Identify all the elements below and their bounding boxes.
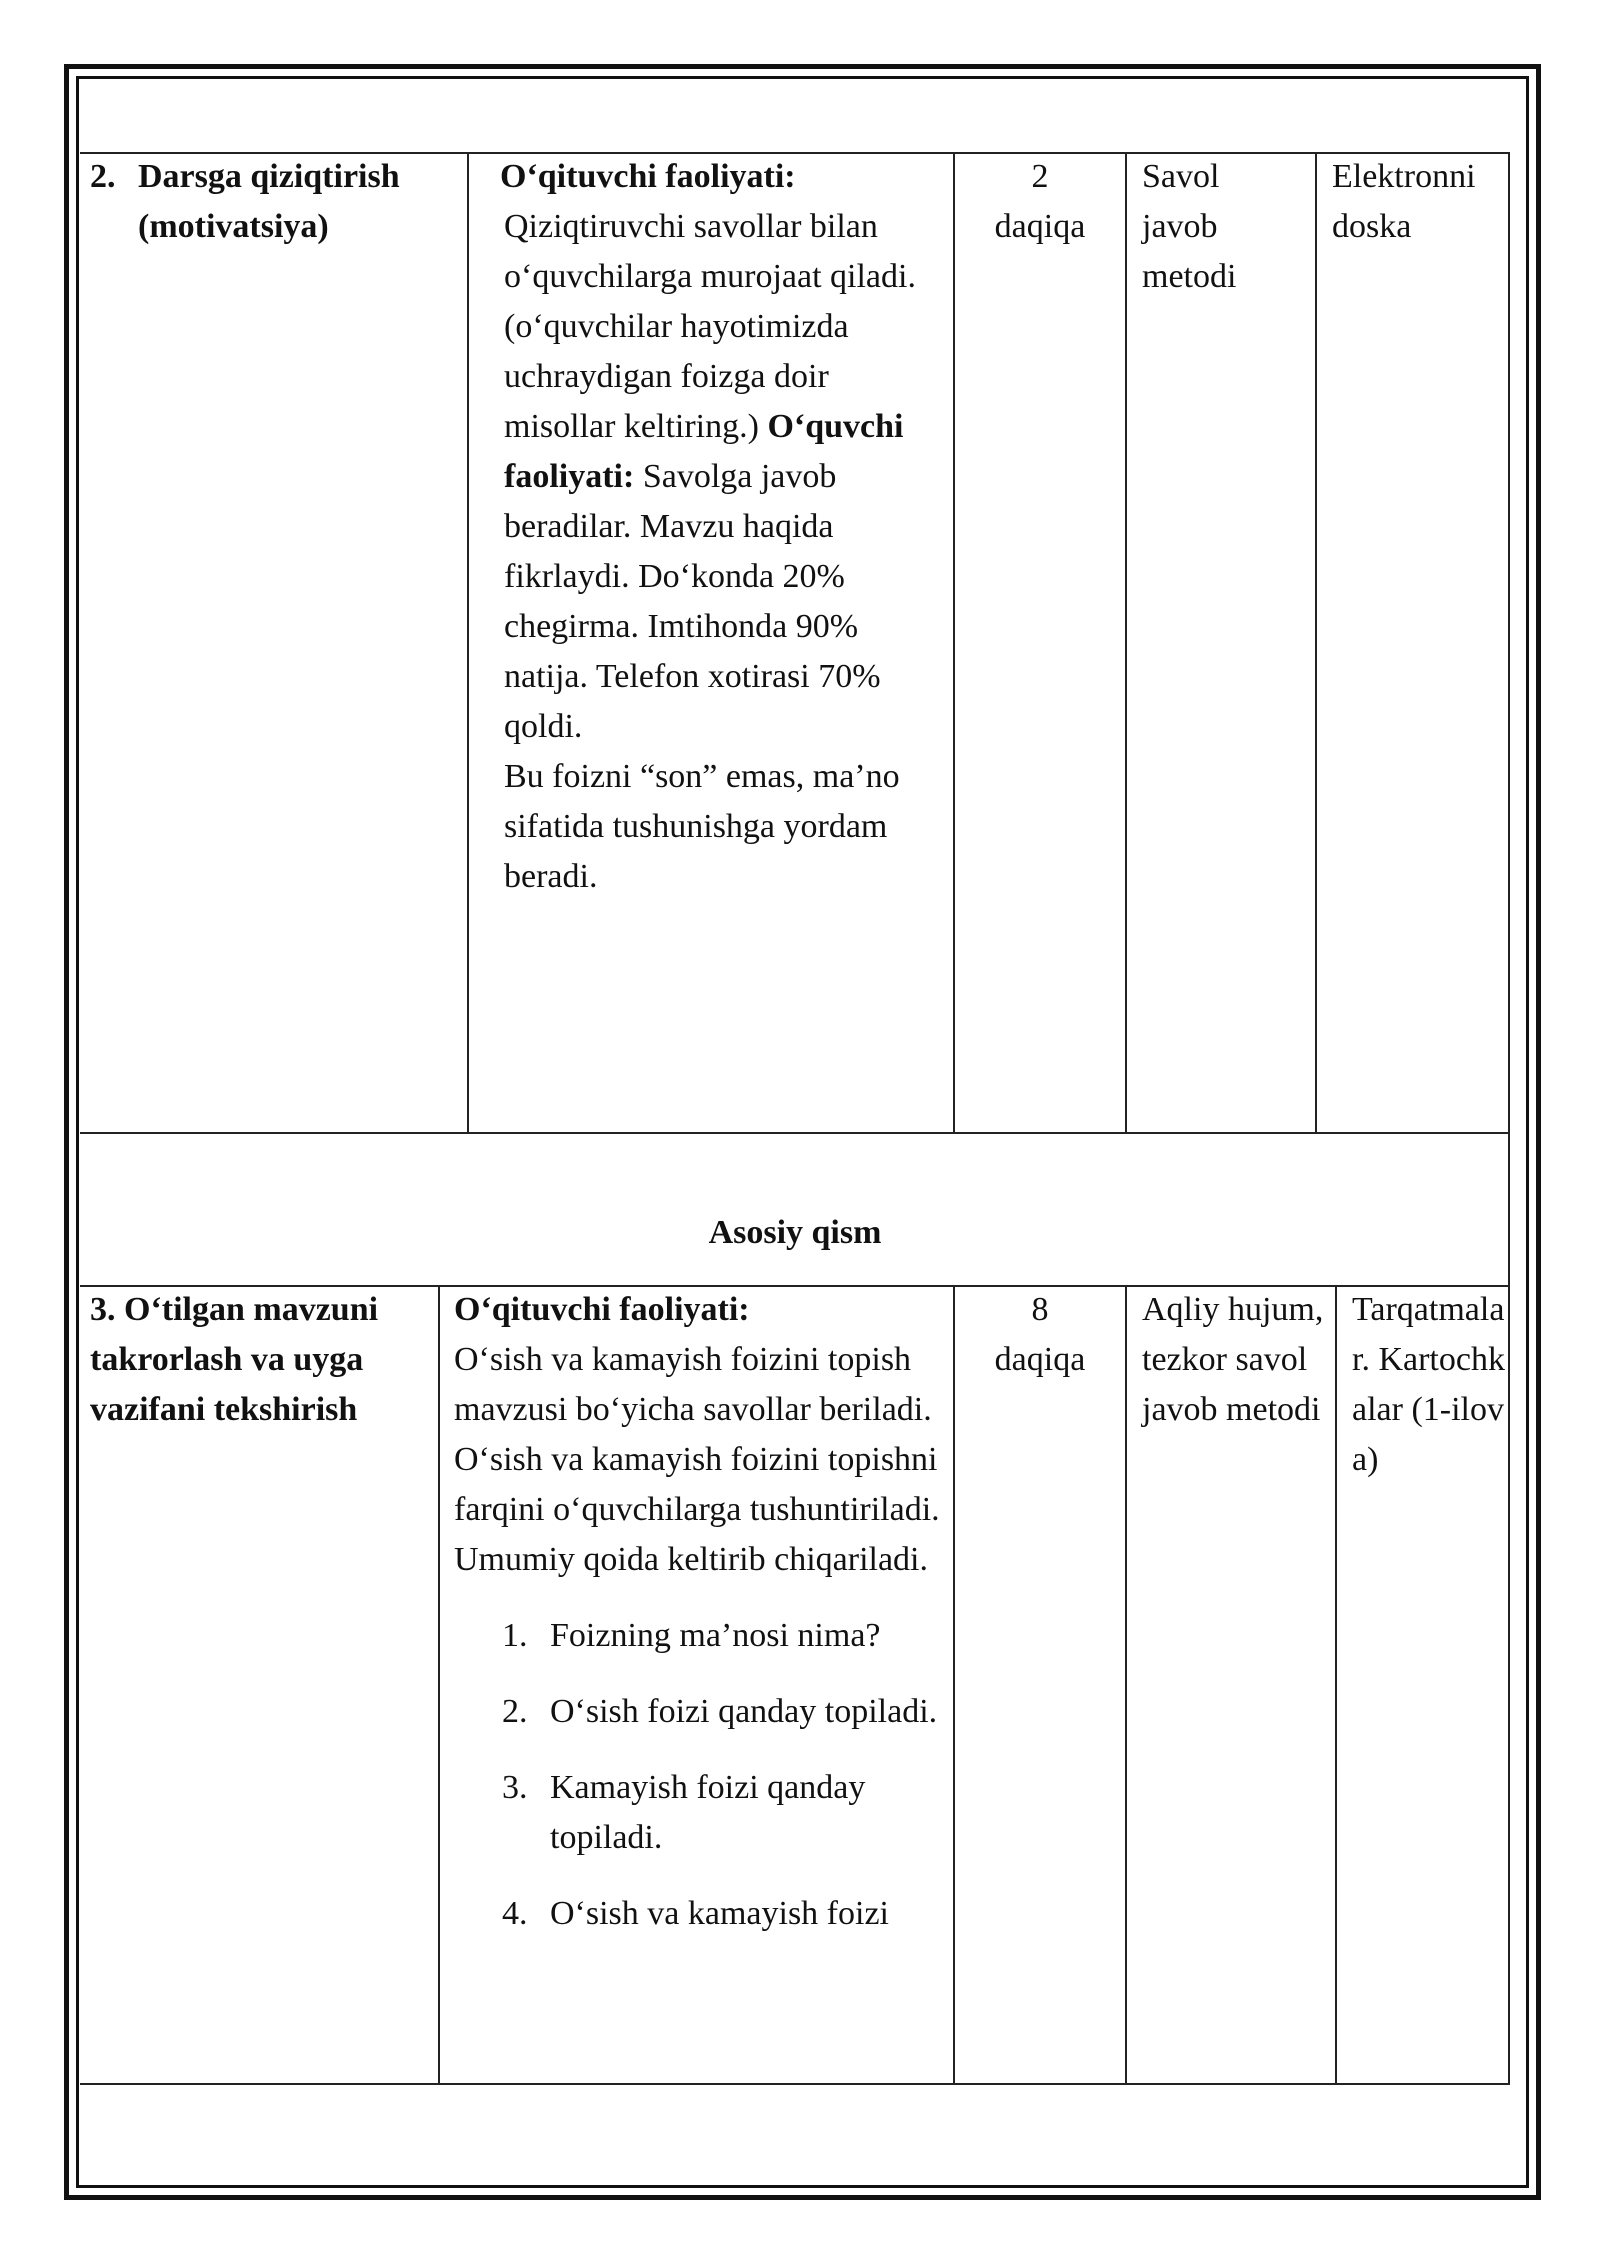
col-line-row2-1 [467,152,469,1133]
row2-time [955,152,1125,252]
row2-method [1142,152,1312,302]
row3-teacher-heading: O‘qituvchi faoliyati: [454,1291,750,1328]
row2-resource-line1: Elektronni [1332,158,1476,195]
list-item-text: O‘sish foizi qanday topiladi. [550,1693,938,1730]
row2-activity-body [500,202,940,752]
list-item-number: 4. [502,1895,528,1932]
col-line-row3-2 [953,1285,955,2085]
row3-resource: Tarqatmalar. Kartochkalar (1-ilova) [1352,1291,1505,1478]
col-line-row2-4 [1315,152,1317,1133]
row3-time-value: 8 [1031,1291,1049,1328]
row2-stage-title [138,152,458,252]
row2-method-line2: javob [1142,208,1218,245]
list-item-number: 2. [502,1693,528,1730]
list-item [502,1687,942,1737]
col-line-row2-2 [953,152,955,1133]
col-line-row3-3 [1125,1285,1127,2085]
row2-time-value: 2 [1031,158,1049,195]
row2-time-unit: daqiqa [994,208,1086,245]
col-line-row3-1 [438,1285,440,2085]
row2-teacher-heading: O‘qituvchi faoliyati: [500,158,796,195]
row2-student-heading: O‘quvchi faoliyati: [504,408,904,495]
list-item-text: O‘sish va kamayish foizi [550,1895,889,1932]
row3-activity [454,1285,944,1965]
list-item [502,1889,942,1939]
table-line-right [1508,152,1510,2085]
list-item-text: Foizning ma’nosi nima? [550,1617,881,1654]
list-item [502,1611,942,1661]
row2-stage-number: 2. [90,158,116,195]
row3-method: Aqliy hujum, tezkor savol javob metodi [1142,1291,1324,1428]
row2-resource-line2: doska [1332,208,1412,245]
row2-student-text: Savolga javob beradilar. Mavzu haqida fikrlaydi. Do‘konda 20% chegirma. Imtihonda 90% natija. Telefon xotirasi 70% qoldi. [504,458,881,745]
table-line-row3-bottom [80,2083,1510,2085]
row3-time-unit: daqiqa [994,1341,1086,1378]
row2-stage-line1: Darsga qiziqtirish [138,158,400,195]
row3-teacher-text: O‘sish va kamayish foizini topish mavzusi bo‘yicha savollar beriladi. O‘sish va kamayish foizini topishni farqini o‘quvchilarga tushuntiriladi. Umumiy qoida keltirib chiqariladi. [454,1341,940,1578]
row3-time [955,1285,1125,1385]
row2-resource [1332,152,1510,252]
col-line-row2-3 [1125,152,1127,1133]
list-item-number: 3. [502,1769,528,1806]
row3-stage: 3. O‘tilgan mavzuni takrorlash va uyga vazifani tekshirish [90,1291,379,1428]
row3-question-list [502,1611,942,1939]
list-item [502,1763,942,1863]
list-item-number: 1. [502,1617,528,1654]
row2-method-line3: metodi [1142,258,1237,295]
col-line-row3-4 [1335,1285,1337,2085]
row2-activity [500,152,940,902]
row2-note: Bu foizni “son” emas, ma’no sifatida tushunishga yordam beradi. [504,758,900,895]
row2-stage-line2: (motivatsiya) [138,208,329,245]
row2-method-line1: Savol [1142,158,1220,195]
row2-teacher-text: Qiziqtiruvchi savollar bilan o‘quvchilarga murojaat qiladi. (o‘quvchilar hayotimizda uchraydigan foizga doir misollar keltiring.) [504,208,916,445]
list-item-text: Kamayish foizi qanday topiladi. [550,1769,866,1856]
section-title: Asosiy qism [708,1214,882,1251]
table-line-row2-bottom [80,1132,1510,1134]
